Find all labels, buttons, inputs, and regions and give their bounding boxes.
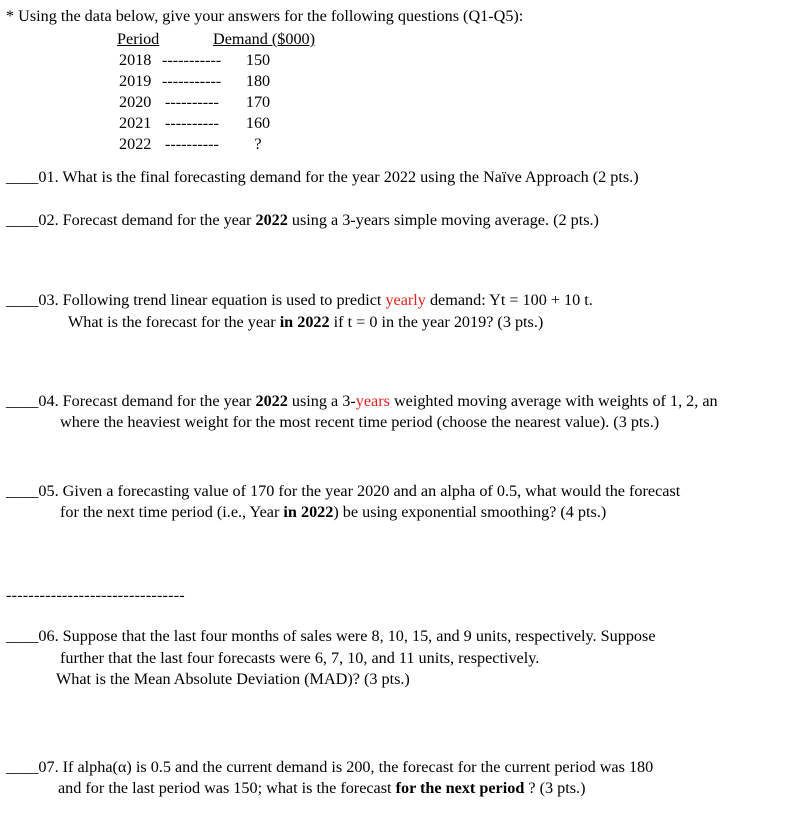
question-3-yearly: yearly (385, 291, 426, 309)
row-dashes: ---------- (165, 114, 219, 132)
row-dashes: ---------- (165, 135, 219, 153)
row-value: 170 (245, 93, 271, 111)
question-3-in-2022: in 2022 (279, 313, 330, 331)
question-7-text-2: and for the last period was 150; what is the forecast (58, 779, 396, 797)
question-3-text: 03. Following trend linear equation is used to predict (38, 291, 386, 309)
question-3-text-2: What is the forecast for the year (68, 313, 280, 331)
answer-blank[interactable]: ____ (6, 482, 39, 500)
question-6-line-2: further that the last four forecasts were 6, 7, 10, and 11 units, respectively. (60, 649, 540, 667)
question-4-text: 04. Forecast demand for the year (38, 392, 256, 410)
question-7-next-period: for the next period (395, 779, 525, 797)
question-4-text-2: using a 3- (287, 392, 356, 410)
answer-blank[interactable]: ____ (6, 392, 39, 410)
question-5-text-3: ) be using exponential smoothing? (4 pts.) (333, 503, 607, 521)
row-year: 2018 (119, 51, 152, 69)
row-year: 2021 (119, 114, 152, 132)
intro-text: * Using the data below, give your answers for the following questions (Q1-Q5): (6, 7, 524, 25)
question-2-text: 02. Forecast demand for the year (38, 211, 256, 229)
row-year: 2019 (119, 72, 152, 90)
question-6-line-3: What is the Mean Absolute Deviation (MAD)? (3 pts.) (56, 670, 410, 688)
row-value: 180 (245, 72, 271, 90)
question-2-year: 2022 (255, 211, 288, 229)
question-1-text: 01. What is the final forecasting demand for the year 2022 using the Naïve Approach (2 pts.) (38, 168, 639, 186)
question-7 (6, 757, 653, 778)
question-3-text-3: if t = 0 in the year 2019? (3 pts.) (329, 313, 544, 331)
question-3-equation: demand: Yt = 100 + 10 t. (425, 291, 593, 309)
answer-blank[interactable]: ____ (6, 627, 39, 645)
answer-blank[interactable]: ____ (6, 211, 39, 229)
row-value: ? (254, 135, 262, 153)
row-value: 150 (245, 51, 271, 69)
section-separator: -------------------------------- (6, 586, 185, 604)
question-3 (6, 290, 593, 311)
question-7-text-3: ? (3 pts.) (524, 779, 586, 797)
question-1 (6, 167, 639, 188)
table-header-demand: Demand ($000) (213, 30, 316, 48)
question-5 (6, 481, 680, 502)
question-5-text: 05. Given a forecasting value of 170 for the year 2020 and an alpha of 0.5, what would the forecast (38, 482, 681, 500)
row-dashes: ----------- (162, 51, 222, 69)
row-dashes: ---------- (165, 93, 219, 111)
question-4 (6, 391, 718, 412)
question-6-text: 06. Suppose that the last four months of sales were 8, 10, 15, and 9 units, respectively. Suppose (38, 627, 656, 645)
answer-blank[interactable]: ____ (6, 168, 39, 186)
question-2-text-end: using a 3-years simple moving average. (2 pts.) (287, 211, 599, 229)
question-2 (6, 210, 599, 231)
row-value: 160 (245, 114, 271, 132)
question-4-years: years (355, 392, 390, 410)
question-5-in-2022: in 2022 (283, 503, 334, 521)
row-dashes: ----------- (162, 72, 222, 90)
question-7-line-2 (58, 778, 585, 799)
question-6 (6, 626, 656, 647)
question-4-line-2: where the heaviest weight for the most recent time period (choose the nearest value). (3 pts.) (60, 413, 660, 431)
question-5-line-2 (60, 502, 606, 523)
answer-blank[interactable]: ____ (6, 758, 39, 776)
question-7-text: 07. If alpha(α) is 0.5 and the current demand is 200, the forecast for the current period was 180 (38, 758, 654, 776)
question-5-text-2: for the next time period (i.e., Year (60, 503, 284, 521)
question-3-line-2 (68, 312, 543, 333)
row-year: 2022 (119, 135, 152, 153)
answer-blank[interactable]: ____ (6, 291, 39, 309)
table-header-period: Period (117, 30, 160, 48)
question-4-year: 2022 (255, 392, 288, 410)
question-4-text-3: weighted moving average with weights of 1, 2, an (389, 392, 718, 410)
row-year: 2020 (119, 93, 152, 111)
